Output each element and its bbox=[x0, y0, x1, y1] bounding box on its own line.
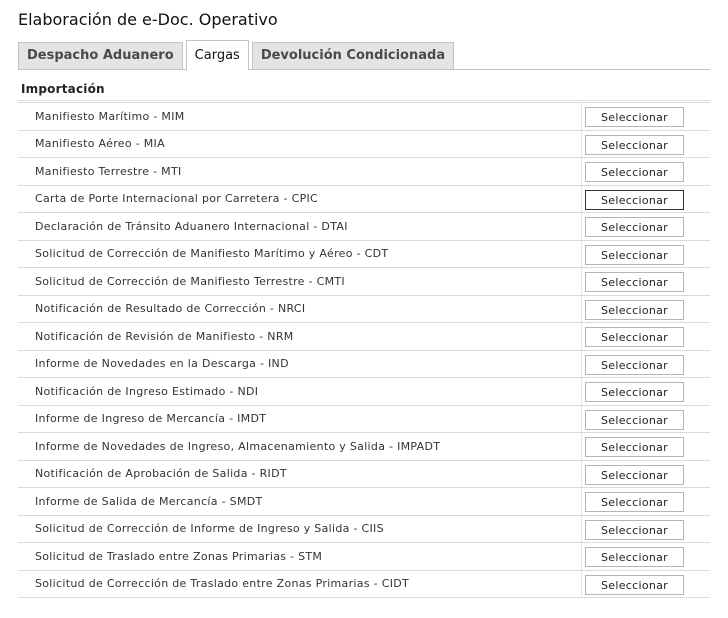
table-row bbox=[18, 378, 710, 406]
table-row bbox=[18, 268, 710, 296]
document-label: Solicitud de Corrección de Manifiesto Terrestre - CMTI bbox=[35, 274, 345, 288]
select-button[interactable]: Seleccionar bbox=[585, 465, 684, 485]
column-divider bbox=[581, 488, 582, 515]
column-divider bbox=[581, 571, 582, 598]
document-label: Manifiesto Terrestre - MTI bbox=[35, 164, 182, 178]
table-row bbox=[18, 461, 710, 489]
select-button[interactable]: Seleccionar bbox=[585, 190, 684, 210]
table-row bbox=[18, 213, 710, 241]
column-divider bbox=[581, 131, 582, 158]
document-label: Notificación de Revisión de Manifiesto - NRM bbox=[35, 329, 294, 343]
document-label: Notificación de Aprobación de Salida - RIDT bbox=[35, 467, 287, 481]
select-button[interactable]: Seleccionar bbox=[585, 272, 684, 292]
select-button[interactable]: Seleccionar bbox=[585, 135, 684, 155]
tab-devolucion-condicionada[interactable]: Devolución Condicionada bbox=[252, 42, 454, 69]
document-label: Declaración de Tránsito Aduanero Internacional - DTAI bbox=[35, 219, 348, 233]
table-row bbox=[18, 296, 710, 324]
document-label: Solicitud de Corrección de Manifiesto Marítimo y Aéreo - CDT bbox=[35, 247, 389, 261]
document-label: Informe de Novedades en la Descarga - IND bbox=[35, 357, 289, 371]
table-row bbox=[18, 103, 710, 131]
column-divider bbox=[581, 406, 582, 433]
document-label: Solicitud de Corrección de Informe de Ingreso y Salida - CIIS bbox=[35, 522, 384, 536]
tab-despacho-aduanero[interactable]: Despacho Aduanero bbox=[18, 42, 183, 69]
document-label: Solicitud de Corrección de Traslado entre Zonas Primarias - CIDT bbox=[35, 577, 410, 591]
column-divider bbox=[581, 213, 582, 240]
select-button[interactable]: Seleccionar bbox=[585, 547, 684, 567]
select-button[interactable]: Seleccionar bbox=[585, 217, 684, 237]
column-divider bbox=[581, 351, 582, 378]
select-button[interactable]: Seleccionar bbox=[585, 300, 684, 320]
document-label: Manifiesto Marítimo - MIM bbox=[35, 109, 185, 123]
column-divider bbox=[581, 516, 582, 543]
tab-cargas[interactable]: Cargas bbox=[186, 40, 249, 70]
column-divider bbox=[581, 433, 582, 460]
document-label: Informe de Novedades de Ingreso, Almacenamiento y Salida - IMPADT bbox=[35, 439, 441, 453]
page-title: Elaboración de e-Doc. Operativo bbox=[18, 10, 278, 29]
select-button[interactable]: Seleccionar bbox=[585, 492, 684, 512]
tab-bar bbox=[18, 40, 710, 70]
table-row bbox=[18, 571, 710, 599]
table-row bbox=[18, 158, 710, 186]
select-button[interactable]: Seleccionar bbox=[585, 162, 684, 182]
table-row bbox=[18, 433, 710, 461]
column-divider bbox=[581, 461, 582, 488]
document-label: Notificación de Resultado de Corrección - NRCI bbox=[35, 302, 306, 316]
column-divider bbox=[581, 158, 582, 185]
table-row bbox=[18, 488, 710, 516]
column-divider bbox=[581, 296, 582, 323]
column-divider bbox=[581, 268, 582, 295]
column-divider bbox=[581, 186, 582, 213]
column-divider bbox=[581, 241, 582, 268]
document-list bbox=[18, 102, 710, 598]
select-button[interactable]: Seleccionar bbox=[585, 575, 684, 595]
document-label: Informe de Salida de Mercancía - SMDT bbox=[35, 494, 263, 508]
table-row bbox=[18, 543, 710, 571]
table-row bbox=[18, 241, 710, 269]
select-button[interactable]: Seleccionar bbox=[585, 437, 684, 457]
table-row bbox=[18, 186, 710, 214]
document-label: Carta de Porte Internacional por Carretera - CPIC bbox=[35, 192, 319, 206]
table-row bbox=[18, 406, 710, 434]
select-button[interactable]: Seleccionar bbox=[585, 382, 684, 402]
column-divider bbox=[581, 323, 582, 350]
section-title: Importación bbox=[18, 78, 710, 101]
select-button[interactable]: Seleccionar bbox=[585, 355, 684, 375]
document-label: Notificación de Ingreso Estimado - NDI bbox=[35, 384, 259, 398]
select-button[interactable]: Seleccionar bbox=[585, 520, 684, 540]
document-label: Solicitud de Traslado entre Zonas Primarias - STM bbox=[35, 549, 323, 563]
select-button[interactable]: Seleccionar bbox=[585, 327, 684, 347]
table-row bbox=[18, 131, 710, 159]
table-row bbox=[18, 351, 710, 379]
table-row bbox=[18, 323, 710, 351]
document-label: Manifiesto Aéreo - MIA bbox=[35, 137, 165, 151]
document-label: Informe de Ingreso de Mercancía - IMDT bbox=[35, 412, 267, 426]
select-button[interactable]: Seleccionar bbox=[585, 410, 684, 430]
select-button[interactable]: Seleccionar bbox=[585, 107, 684, 127]
column-divider bbox=[581, 543, 582, 570]
select-button[interactable]: Seleccionar bbox=[585, 245, 684, 265]
column-divider bbox=[581, 103, 582, 130]
column-divider bbox=[581, 378, 582, 405]
table-row bbox=[18, 516, 710, 544]
